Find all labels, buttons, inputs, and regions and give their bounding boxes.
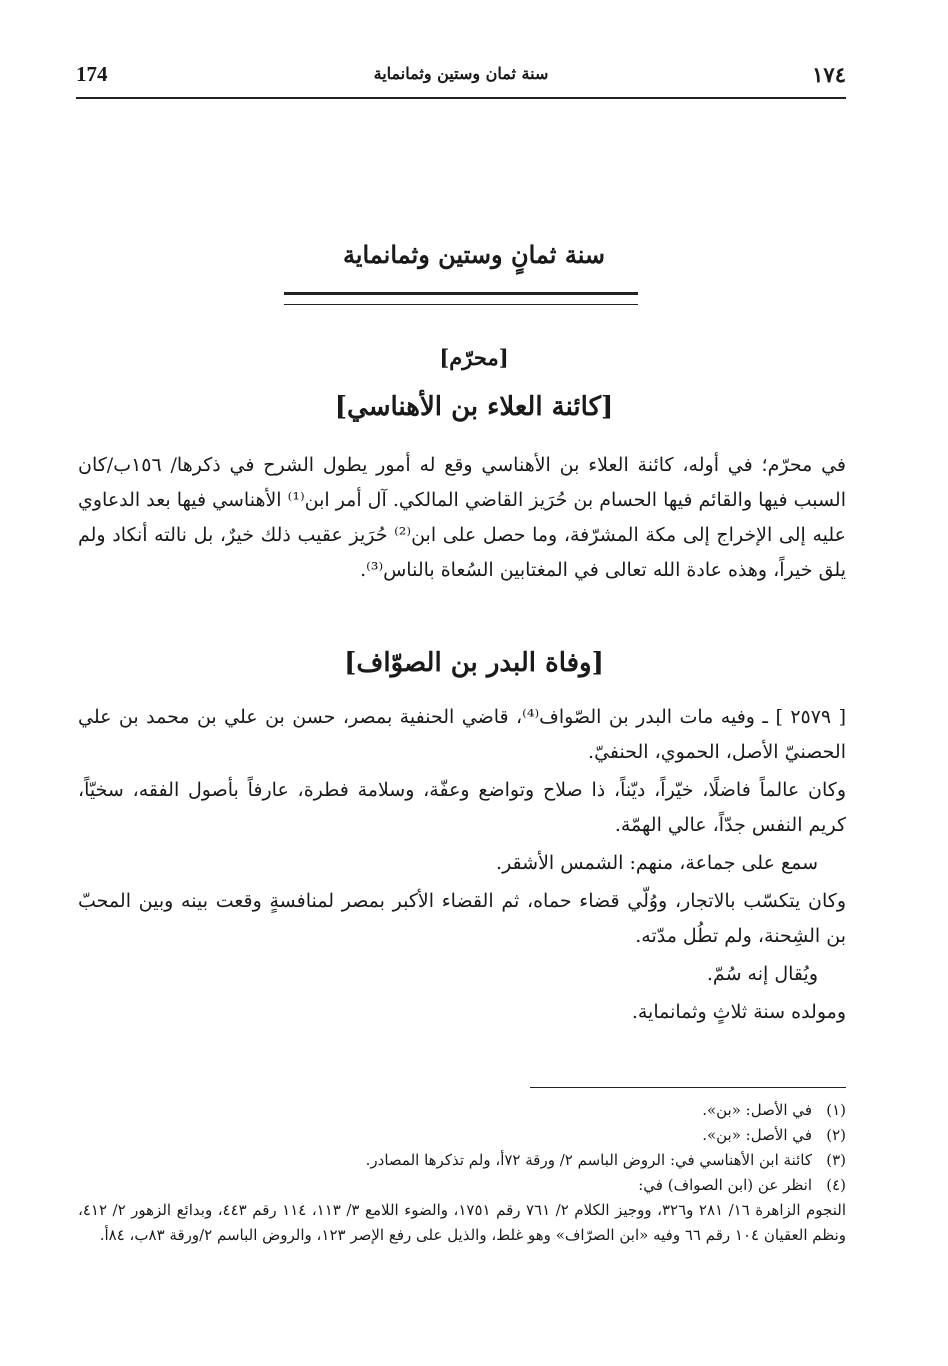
footnote-text: في الأصل: «بن». bbox=[702, 1101, 812, 1119]
obituary-paragraph: وكان عالماً فاضلًا، خيّراً، ديّناً، ذا صلاح وتواضع وعفّة، وسلامة فطرة، عارفاً بأصول الفقه، سخيّاً، كريم النفس جدّاً، عالي الهمّة. bbox=[78, 779, 846, 836]
page-header bbox=[76, 62, 846, 92]
footnote bbox=[78, 1123, 846, 1148]
title-double-rule bbox=[284, 292, 638, 305]
event-body bbox=[78, 448, 846, 588]
footnote-text: في الأصل: «بن». bbox=[702, 1126, 812, 1144]
footnote-rule bbox=[530, 1087, 846, 1088]
page-number-arabic: ١٧٤ bbox=[812, 62, 846, 87]
event-heading: [كائنة العلاء بن الأهناسي] bbox=[334, 392, 614, 422]
footnote-text: كائنة ابن الأهناسي في: الروض الباسم ٢/ ورقة ٧٢أ، ولم تذكرها المصادر. bbox=[365, 1151, 812, 1169]
month-heading: [محرّم] bbox=[439, 345, 509, 370]
footnote-mark: (٤) bbox=[826, 1176, 846, 1194]
footnote bbox=[78, 1098, 846, 1123]
footnote-mark: (٣) bbox=[826, 1151, 846, 1169]
obituary-paragraph: [ ٢٥٧٩ ] ـ وفيه مات البدر بن الصّواف⁽⁴⁾، قاضي الحنفية بمصر، حسن بن علي بن محمد بن علي الحصنيّ الأصل، الحموي، الحنفيّ. bbox=[78, 706, 847, 763]
footnote bbox=[78, 1173, 846, 1198]
footnotes bbox=[78, 1098, 846, 1248]
footnote-text: انظر عن (ابن الصواف) في: bbox=[638, 1176, 812, 1194]
obituary-heading: [وفاة البدر بن الصوّاف] bbox=[344, 648, 604, 678]
footnote-mark: (٢) bbox=[826, 1126, 846, 1144]
obituary-paragraph: ومولده سنة ثلاثٍ وثمانماية. bbox=[631, 1001, 846, 1023]
footnote-mark: (١) bbox=[826, 1101, 846, 1119]
footnote-continuation: النجوم الزاهرة ١٦/ ٢٨١ و٣٢٦، ووجيز الكلام ٢/ ٧٦١ رقم ١٧٥١، والضوء اللامع ٣/ ١١٣، ١١٤ رقم ٤٤٣، وبدائع الزهور ٢/ ٤١٢، ونظم العقيان ١٠٤ رقم ٦٦ وفيه «ابن الصرّاف» وهو غلط، والذيل على رفع الإصر ١٢٣، والروض الباسم ٢/ورقة ٨٣ب، ٨٤أ. bbox=[78, 1201, 847, 1244]
event-paragraph: في محرّم؛ في أوله، كائنة العلاء بن الأهناسي وقع له أمور يطول الشرح في ذكرها/ ١٥٦ب/كان السبب فيها والقائم فيها الحسام بن حُرَيز القاضي المالكي. آل أمر ابن⁽¹⁾ الأهناسي فيها بعد الدعاوي عليه إلى الإخراج إلى مكة المشرّفة، وما حصل على ابن⁽²⁾ حُرَيز عقيب ذلك خيرٌ، بل نالته أنكاد ولم يلق خيراً، وهذه عادة الله تعالى في المغتابين السُعاة بالناس⁽³⁾. bbox=[78, 454, 846, 581]
running-title: سنة ثمان وستين وثمانماية bbox=[373, 64, 549, 83]
footnote bbox=[78, 1148, 846, 1173]
obituary-paragraph: ويُقال إنه سُمّ. bbox=[706, 963, 818, 985]
page-number-latin: 174 bbox=[76, 62, 108, 86]
chapter-title: سنة ثمانٍ وستين وثمانماية bbox=[342, 240, 606, 269]
obituary-body bbox=[78, 700, 846, 1030]
header-rule bbox=[76, 97, 846, 99]
obituary-paragraph: وكان يتكسّب بالاتجار، ووُلّي قضاء حماه، ثم القضاء الأكبر بمصر لمنافسةٍ وقعت بينه وبين المحبّ بن الشِحنة، ولم تطُل مدّته. bbox=[78, 890, 846, 947]
obituary-paragraph: سمع على جماعة، منهم: الشمس الأشقر. bbox=[496, 852, 818, 874]
